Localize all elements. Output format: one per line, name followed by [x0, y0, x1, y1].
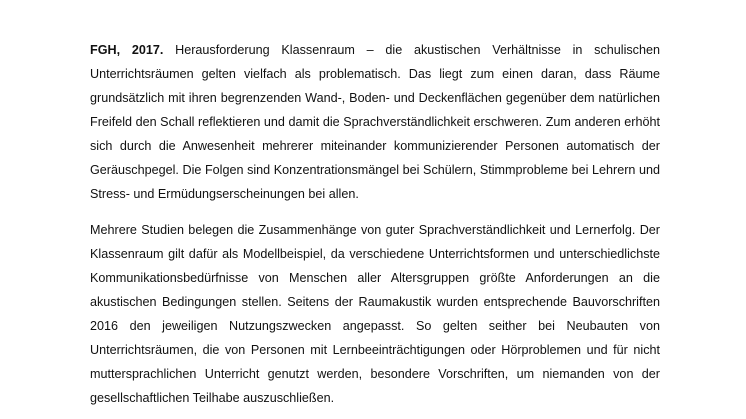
paragraph-2	[90, 218, 660, 410]
paragraph-1	[90, 38, 660, 206]
document-body	[90, 38, 660, 410]
paragraph-1-text: Herausforderung Klassenraum – die akustischen Verhältnisse in schulischen Unterrichtsräumen gelten vielfach als problematisch. Das liegt zum einen daran, dass Räume grundsätzlich mit ihren begrenzenden Wand-, Boden- und Deckenflächen gegenüber dem natürlichen Freifeld den Schall reflektieren und damit die Sprachverständlichkeit erschweren. Zum anderen erhöht sich durch die Anwesenheit mehrerer miteinander kommunizierender Personen automatisch der Geräuschpegel. Die Folgen sind Konzentrationsmängel bei Schülern, Stimmprobleme bei Lehrern und Stress- und Ermüdungserscheinungen bei allen.	[90, 43, 660, 201]
paragraph-1-lead: FGH, 2017.	[90, 43, 164, 57]
paragraph-2-text: Mehrere Studien belegen die Zusammenhänge von guter Sprachverständlichkeit und Lernerfolg. Der Klassenraum gilt dafür als Modellbeispiel, da verschiedene Unterrichtsformen und unterschiedlichste Kommunikationsbedürfnisse von Menschen aller Altersgruppen größte Anforderungen an die akustischen Bedingungen stellen. Seitens der Raumakustik wurden entsprechende Bauvorschriften 2016 den jeweiligen Nutzungszwecken angepasst. So gelten seither bei Neubauten von Unterrichtsräumen, die von Personen mit Lernbeeinträchtigungen oder Hörproblemen und für nicht muttersprachlichen Unterricht genutzt werden, besondere Vorschriften, um niemanden von der gesellschaftlichen Teilhabe auszuschließen.	[90, 223, 660, 405]
